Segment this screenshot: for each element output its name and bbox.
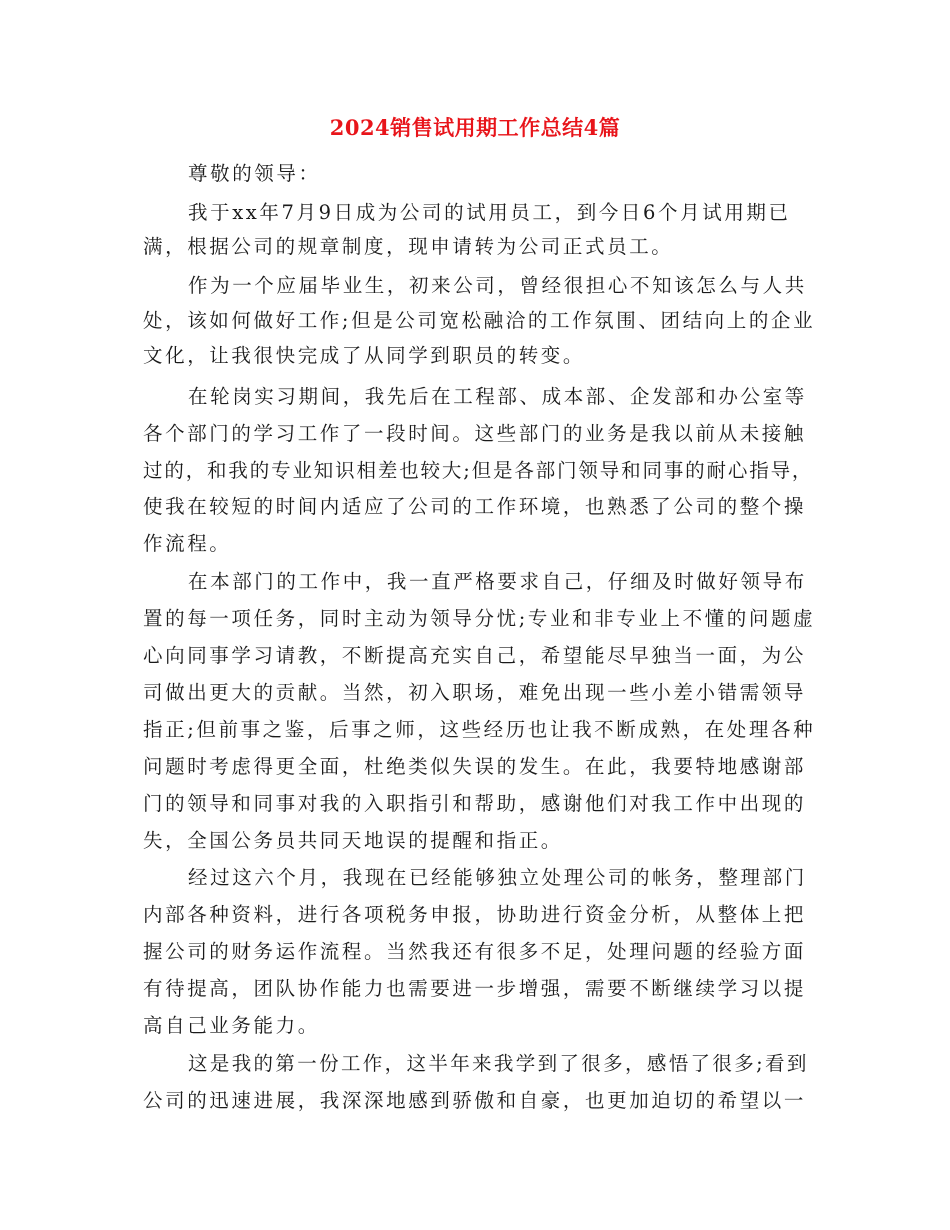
paragraph-3-line-5: 作流程。	[143, 532, 232, 555]
paragraph-4-line-5: 指正;但前事之鉴，后事之师，这些经历也让我不断成熟，在处理各种	[143, 718, 816, 741]
paragraph-1-line-2: 满，根据公司的规章制度，现申请转为公司正式员工。	[143, 235, 674, 258]
salutation: 尊敬的领导：	[188, 162, 321, 185]
paragraph-6-line-1: 这是我的第一份工作，这半年来我学到了很多，感悟了很多;看到	[188, 1052, 809, 1075]
paragraph-5-line-4: 有待提高，团队协作能力也需要进一步增强，需要不断继续学习以提	[143, 977, 807, 1000]
paragraph-3-line-1: 在轮岗实习期间，我先后在工程部、成本部、企发部和办公室等	[188, 385, 807, 408]
paragraph-6-line-2: 公司的迅速进展，我深深地感到骄傲和自豪，也更加迫切的希望以一	[143, 1089, 807, 1112]
paragraph-5-line-3: 握公司的财务运作流程。当然我还有很多不足，处理问题的经验方面	[143, 940, 807, 963]
paragraph-2-line-2: 处，该如何做好工作;但是公司宽松融洽的工作氛围、团结向上的企业	[143, 309, 816, 332]
paragraph-4-line-2: 置的每一项任务，同时主动为领导分忧;专业和非专业上不懂的问题虚	[143, 607, 816, 630]
paragraph-3-line-2: 各个部门的学习工作了一段时间。这些部门的业务是我以前从未接触	[143, 422, 807, 445]
document-title: 2024销售试用期工作总结4篇	[329, 115, 621, 140]
paragraph-2-line-3: 文化，让我很快完成了从同学到职员的转变。	[143, 344, 586, 367]
paragraph-3-line-3: 过的，和我的专业知识相差也较大;但是各部门领导和同事的耐心指导，	[143, 459, 814, 482]
paragraph-4-line-8: 失，全国公务员共同天地误的提醒和指正。	[143, 829, 563, 852]
paragraph-4-line-4: 司做出更大的贡献。当然，初入职场，难免出现一些小差小错需领导	[143, 681, 807, 704]
paragraph-4-line-3: 心向同事学习请教，不断提高充实自己，希望能尽早独当一面，为公	[143, 644, 807, 667]
paragraph-4-line-7: 门的领导和同事对我的入职指引和帮助，感谢他们对我工作中出现的	[143, 792, 807, 815]
paragraph-2-line-1: 作为一个应届毕业生，初来公司，曾经很担心不知该怎么与人共	[188, 274, 807, 297]
paragraph-5-line-2: 内部各种资料，进行各项税务申报，协助进行资金分析，从整体上把	[143, 903, 807, 926]
paragraph-4-line-1: 在本部门的工作中，我一直严格要求自己，仔细及时做好领导布	[188, 570, 807, 593]
paragraph-3-line-4: 使我在较短的时间内适应了公司的工作环境，也熟悉了公司的整个操	[143, 495, 807, 518]
paragraph-4-line-6: 问题时考虑得更全面，杜绝类似失误的发生。在此，我要特地感谢部	[143, 755, 807, 778]
paragraph-5-line-5: 高自己业务能力。	[143, 1014, 320, 1037]
paragraph-1-line-1: 我于xx年7月9日成为公司的试用员工，到今日6个月试用期已	[188, 201, 791, 224]
paragraph-5-line-1: 经过这六个月，我现在已经能够独立处理公司的帐务，整理部门	[188, 866, 807, 889]
